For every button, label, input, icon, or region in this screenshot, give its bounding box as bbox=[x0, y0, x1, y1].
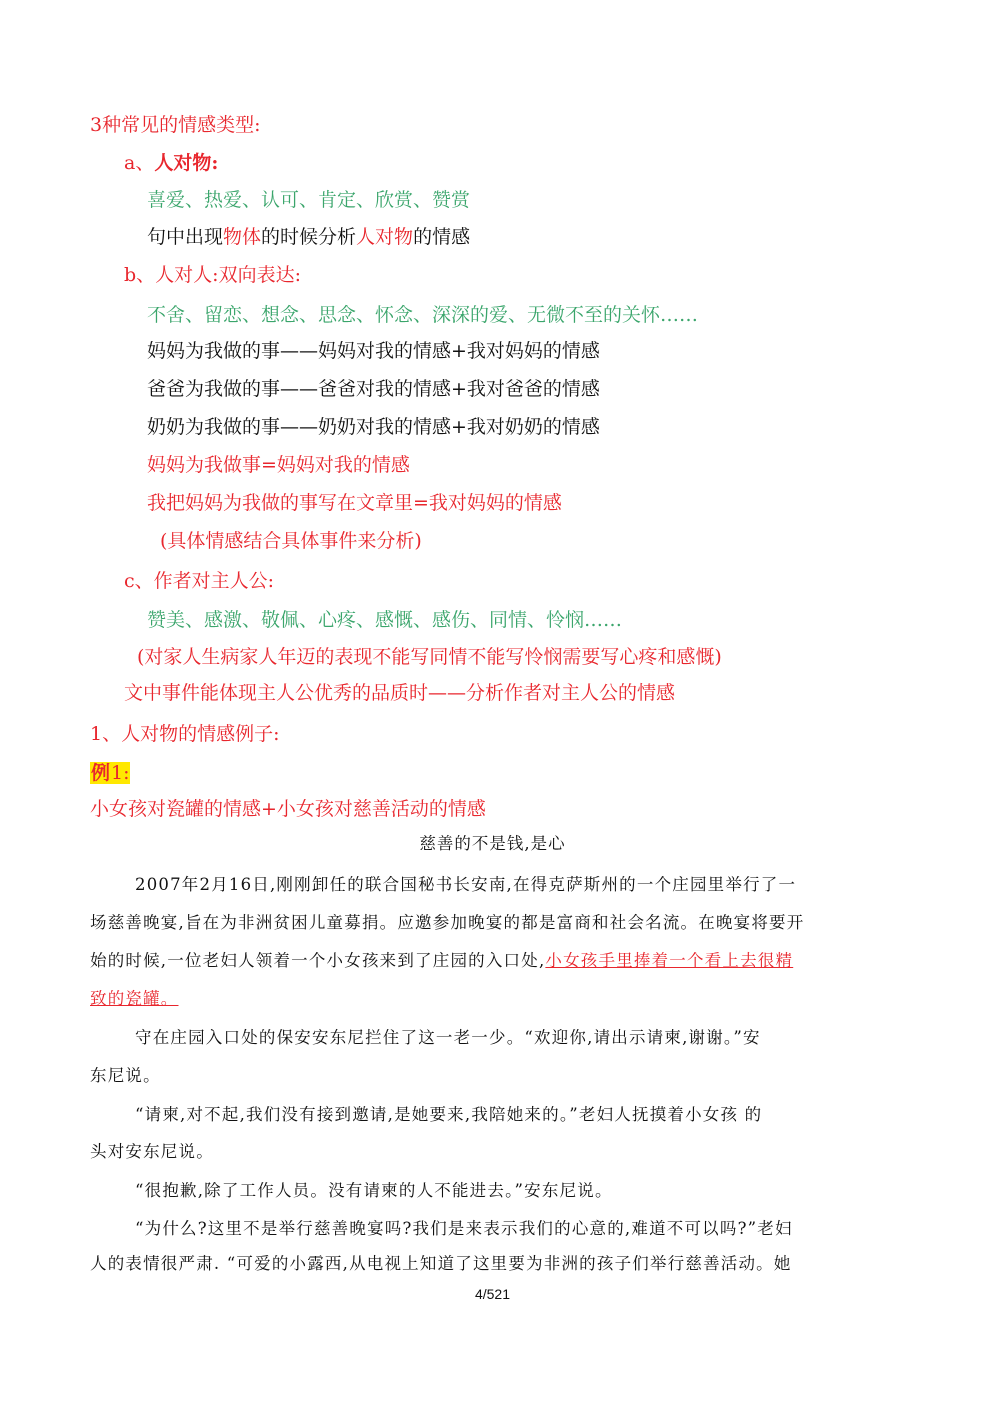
type-a-note bbox=[147, 224, 470, 250]
story-line: 人的表情很严肃. “可爱的小露西,从电视上知道了这里要为非洲的孩子们举行慈善活动。她 bbox=[90, 1254, 792, 1273]
story-underlined-text: 小女孩手里捧着一个看上去很精 bbox=[545, 951, 794, 970]
example-label bbox=[90, 760, 130, 786]
type-a-heading bbox=[124, 150, 218, 176]
story-line: “请柬,对不起,我们没有接到邀请,是她要来,我陪她来的。”老妇人抚摸着小女孩 的 bbox=[135, 1105, 763, 1124]
example-label-bold: 例 bbox=[91, 762, 111, 784]
type-a-title: 人对物: bbox=[154, 152, 219, 174]
story-underlined-text: 致的瓷罐。 bbox=[90, 989, 179, 1008]
type-b-red-line-2: 我把妈妈为我做的事写在文章里=我对妈妈的情感 bbox=[147, 492, 562, 514]
type-b-line-grandma: 奶奶为我做的事——奶奶对我的情感+我对奶奶的情感 bbox=[147, 416, 600, 438]
type-a-note-3: 的时候分析 bbox=[261, 226, 357, 248]
story-line: 2007年2月16日,刚刚卸任的联合国秘书长安南,在得克萨斯州的一个庄园里举行了一 bbox=[135, 875, 797, 894]
type-b-heading: b、人对人:双向表达: bbox=[124, 264, 301, 286]
story-line bbox=[90, 987, 179, 1011]
type-a-words: 喜爱、热爱、认可、肯定、欣赏、赞赏 bbox=[147, 189, 471, 211]
type-a-note-2: 物体 bbox=[223, 226, 262, 248]
type-b-line-father: 爸爸为我做的事——爸爸对我的情感+我对爸爸的情感 bbox=[147, 378, 600, 400]
type-a-note-1: 句中出现 bbox=[147, 226, 224, 248]
type-a-note-4: 人对物 bbox=[356, 226, 414, 248]
example-section-heading: 1、人对物的情感例子: bbox=[90, 723, 280, 745]
story-line: “为什么?这里不是举行慈善晚宴吗?我们是来表示我们的心意的,难道不可以吗?”老妇 bbox=[135, 1219, 793, 1238]
type-c-words: 赞美、感激、敬佩、心疼、感慨、感伤、同情、怜悯…… bbox=[147, 609, 623, 631]
type-a-note-5: 的情感 bbox=[413, 226, 471, 248]
story-line: 场慈善晚宴,旨在为非洲贫困儿童募捐。应邀参加晚宴的都是富商和社会名流。在晚宴将要开 bbox=[90, 913, 805, 932]
types-heading: 3种常见的情感类型: bbox=[90, 114, 261, 136]
type-b-note: (具体情感结合具体事件来分析) bbox=[160, 530, 422, 552]
type-b-words: 不舍、留恋、想念、思念、怀念、深深的爱、无微不至的关怀…… bbox=[147, 304, 699, 326]
example-label-num: 1: bbox=[111, 762, 130, 784]
type-c-line: 文中事件能体现主人公优秀的品质时——分析作者对主人公的情感 bbox=[124, 682, 676, 704]
example-summary: 小女孩对瓷罐的情感+小女孩对慈善活动的情感 bbox=[90, 798, 486, 820]
story-line: “很抱歉,除了工作人员。没有请柬的人不能进去。”安东尼说。 bbox=[135, 1181, 613, 1200]
type-c-note: (对家人生病家人年迈的表现不能写同情不能写怜悯需要写心疼和感慨) bbox=[137, 646, 722, 668]
story-line-part: 始的时候,一位老妇人领着一个小女孩来到了庄园的入口处, bbox=[90, 951, 546, 970]
story-title: 慈善的不是钱,是心 bbox=[419, 834, 566, 853]
type-b-red-line-1: 妈妈为我做事=妈妈对我的情感 bbox=[147, 454, 410, 476]
page-number: 4/521 bbox=[474, 1286, 511, 1302]
type-b-line-mother: 妈妈为我做的事——妈妈对我的情感+我对妈妈的情感 bbox=[147, 340, 600, 362]
story-line: 东尼说。 bbox=[90, 1066, 161, 1085]
type-a-label: a、 bbox=[124, 152, 155, 174]
story-line: 头对安东尼说。 bbox=[90, 1142, 214, 1161]
story-line: 守在庄园入口处的保安安东尼拦住了这一老一少。“欢迎你,请出示请柬,谢谢。”安 bbox=[135, 1028, 761, 1047]
type-c-heading: c、作者对主人公: bbox=[124, 570, 275, 592]
story-line bbox=[90, 949, 793, 973]
